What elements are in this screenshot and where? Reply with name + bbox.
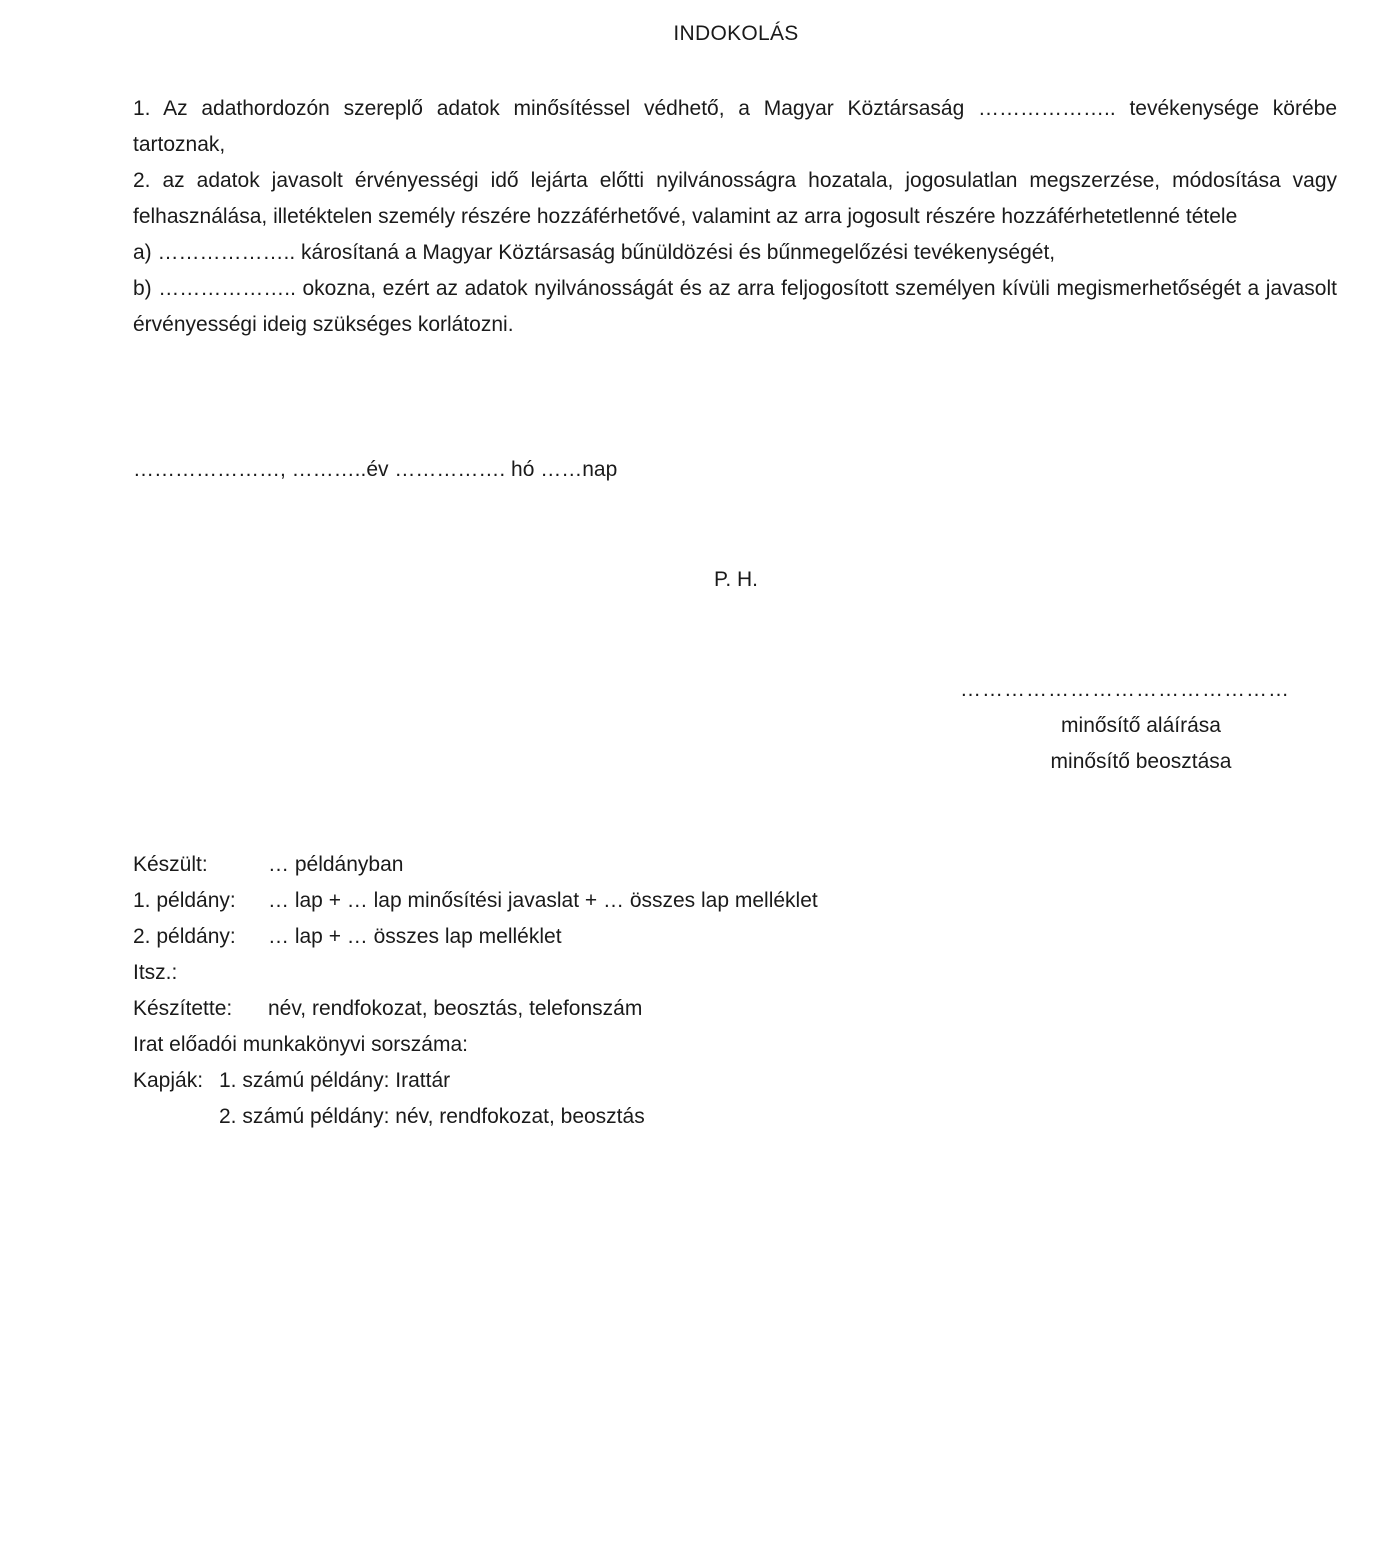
signature-caption: minősítő aláírása xyxy=(1061,714,1221,737)
paragraph-b: b) ……………….. okozna, ezért az adatok nyilvánosságát és az arra feljogosított személyen kívüli megismerhetőségét a javasolt érvényességi ideig szükséges korlátozni. xyxy=(133,277,1337,336)
pld1-label: 1. példány: xyxy=(133,889,236,912)
position-caption: minősítő beosztása xyxy=(1050,750,1232,773)
meta-row-kapjak xyxy=(133,1063,818,1099)
keszult-value: … példányban xyxy=(268,853,404,876)
stamp-placeholder: P. H. xyxy=(714,568,758,591)
signature-block xyxy=(960,672,1322,780)
meta-row-kapjak-2 xyxy=(133,1099,818,1135)
keszitette-label: Készítette: xyxy=(133,997,233,1020)
irat-label: Irat előadói munkakönyvi sorszáma: xyxy=(133,1033,468,1056)
kapjak-label: Kapják: xyxy=(133,1069,204,1092)
paragraph-2: 2. az adatok javasolt érvényességi idő lejárta előtti nyilvánosságra hozatala, jogosulatlan megszerzése, módosítása vagy felhasználása, illetéktelen személy részére hozzáférhetővé, valamint az arra jogosult részére hozzáférhetetlenné tétele xyxy=(133,169,1337,228)
paragraph-a: a) ……………….. károsítaná a Magyar Köztársaság bűnüldözési és bűnmegelőzési tevékenységét, xyxy=(133,241,1056,264)
keszitette-value: név, rendfokozat, beosztás, telefonszám xyxy=(268,997,643,1020)
paragraph-1: 1. Az adathordozón szereplő adatok minősítéssel védhető, a Magyar Köztársaság ……………….. tevékenysége körébe tartoznak, xyxy=(133,97,1337,156)
pld2-label: 2. példány: xyxy=(133,925,236,948)
meta-row-keszitette xyxy=(133,991,818,1027)
signature-line: ……………………………………… xyxy=(960,678,1290,701)
meta-row-pld2 xyxy=(133,919,818,955)
pld2-value: … lap + … összes lap melléklet xyxy=(268,925,562,948)
kapjak-item-1: 1. számú példány: Irattár xyxy=(219,1069,451,1092)
pld1-value: … lap + … lap minősítési javaslat + … összes lap melléklet xyxy=(268,889,818,912)
meta-row-itsz xyxy=(133,955,818,991)
document-title: INDOKOLÁS xyxy=(673,22,799,45)
justification-body xyxy=(133,91,1337,343)
kapjak-item-2: 2. számú példány: név, rendfokozat, beosztás xyxy=(219,1105,645,1128)
document-metadata xyxy=(133,847,818,1135)
itsz-label: Itsz.: xyxy=(133,961,178,984)
meta-row-pld1 xyxy=(133,883,818,919)
meta-row-irat xyxy=(133,1027,818,1063)
keszult-label: Készült: xyxy=(133,853,208,876)
date-line: …………………, ………..év ……………. hó ……nap xyxy=(133,458,618,481)
meta-row-keszult xyxy=(133,847,818,883)
